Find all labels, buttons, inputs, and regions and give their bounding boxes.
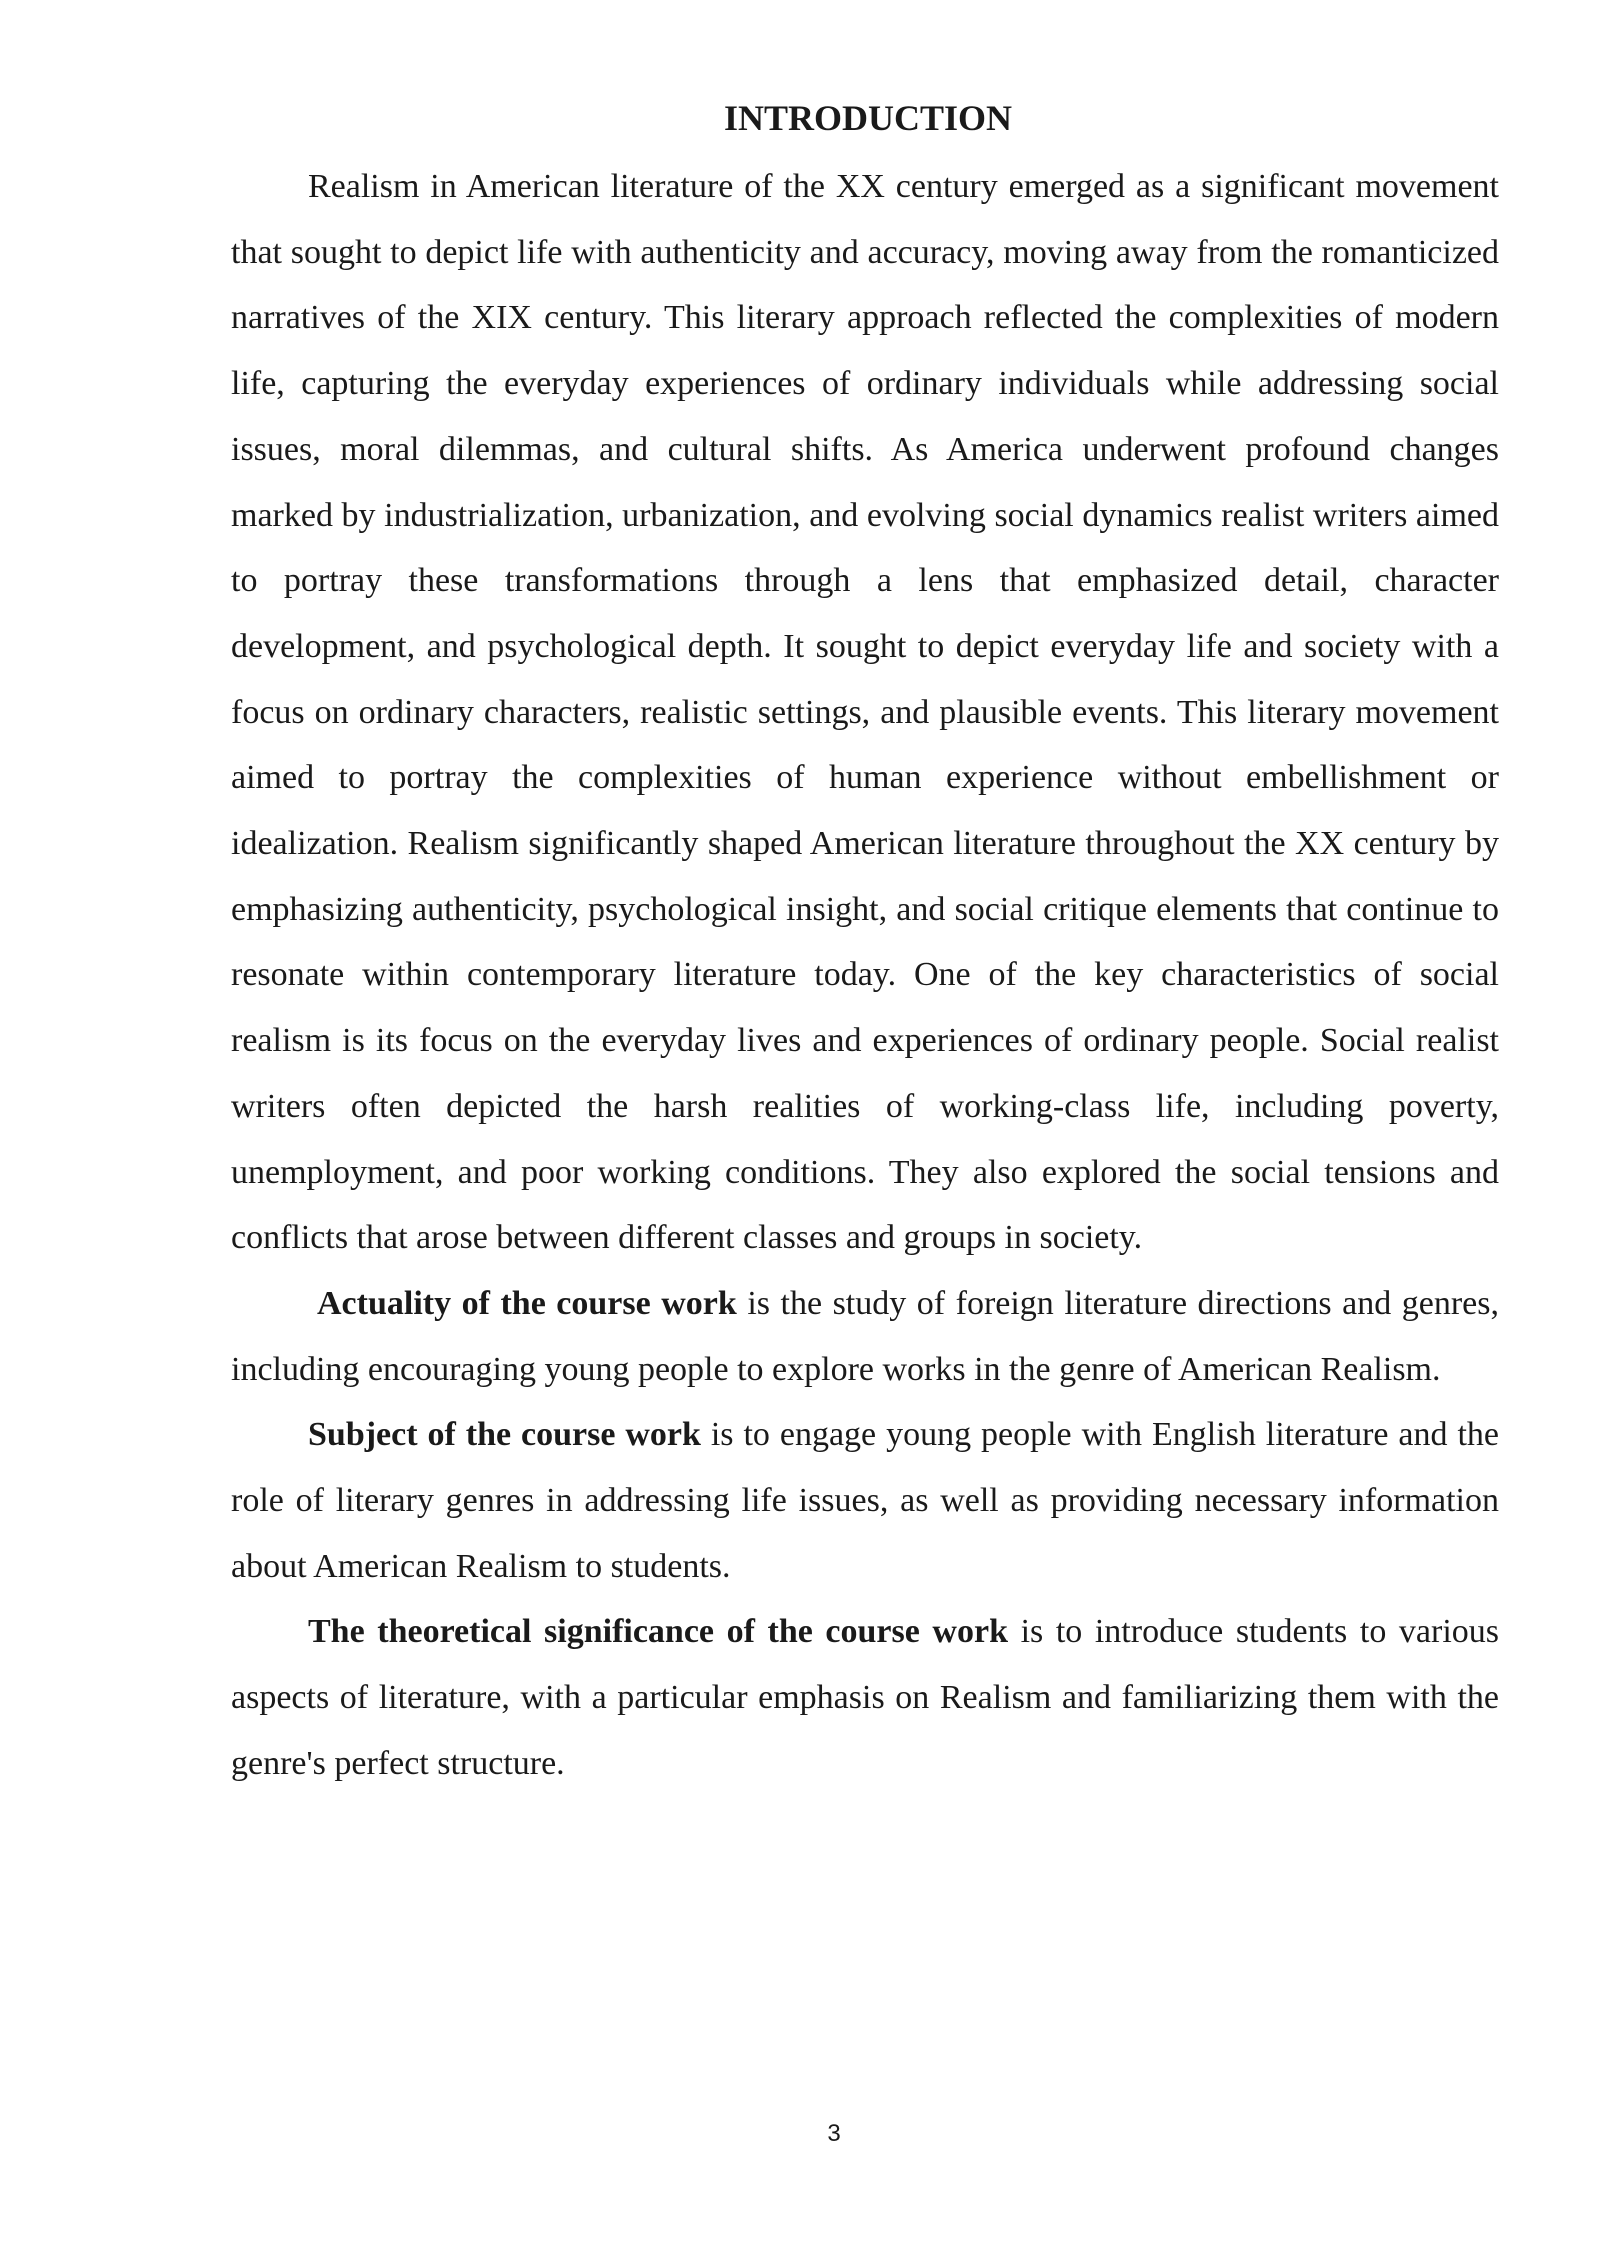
subject-lead: Subject of the course work xyxy=(308,1416,701,1454)
subject-text: is to engage young people with English literature and the role of literary genres in addressing life issues, as well as providing necessary information about American Realism to students. xyxy=(231,1416,1499,1585)
page-number: 3 xyxy=(827,2120,841,2147)
subject-paragraph xyxy=(231,1402,1499,1599)
actuality-text: is the study of foreign literature directions and genres, including encouraging young people to explore works in the genre of American Realism. xyxy=(231,1284,1500,1388)
theoretical-significance-paragraph xyxy=(231,1599,1499,1796)
theoretical-significance-lead: The theoretical significance of the course work xyxy=(308,1613,1008,1651)
actuality-paragraph xyxy=(231,1271,1499,1402)
intro-paragraph: Realism in American literature of the XX century emerged as a significant movement that sought to depict life with authenticity and accuracy, moving away from the romanticized narratives of the XIX century. This literary approach reflected the complexities of modern life, capturing the everyday experiences of ordinary individuals while addressing social issues, moral dilemmas, and cultural shifts. As America underwent profound changes marked by industrialization, urbanization, and evolving social dynamics realist writers aimed to portray these transformations through a lens that emphasized detail, character development, and psychological depth. It sought to depict everyday life and society with a focus on ordinary characters, realistic settings, and plausible events. This literary movement aimed to portray the complexities of human experience without embellishment or idealization. Realism significantly shaped American literature throughout the XX century by emphasizing authenticity, psychological insight, and social critique elements that continue to resonate within contemporary literature today. One of the key characteristics of social realism is its focus on the everyday lives and experiences of ordinary people. Social realist writers often depicted the harsh realities of working-class life, including poverty, unemployment, and poor working conditions. They also explored the social tensions and conflicts that arose between different classes and groups in society. xyxy=(231,168,1499,1257)
page-body xyxy=(231,92,1499,1797)
theoretical-significance-text: is to introduce students to various aspects of literature, with a particular emphasis on Realism and familiarizing them with the genre's perfect structure. xyxy=(231,1613,1499,1782)
actuality-lead: Actuality of the course work xyxy=(317,1284,737,1322)
section-heading: INTRODUCTION xyxy=(723,98,1013,138)
